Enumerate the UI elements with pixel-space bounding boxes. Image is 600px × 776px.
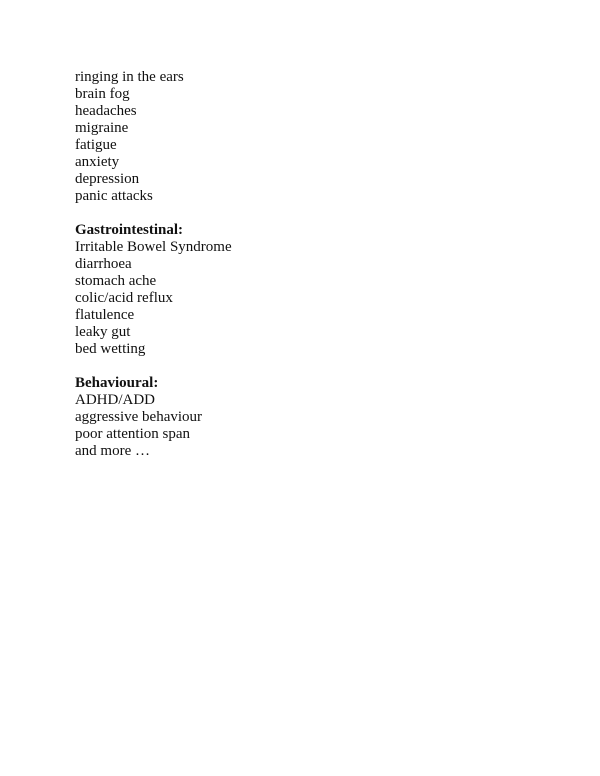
symptom-list-neurological [75,69,535,205]
list-item: depression [75,171,140,187]
list-item: diarrhoea [75,256,132,272]
section-heading: Behavioural: [75,375,159,391]
symptom-list-gastrointestinal [75,239,535,358]
list-item: bed wetting [75,341,146,357]
list-item: ringing in the ears [75,69,184,85]
list-item: migraine [75,120,129,136]
list-item: brain fog [75,86,130,102]
list-item: fatigue [75,137,117,153]
list-item: and more … [75,443,150,459]
list-item: Irritable Bowel Syndrome [75,239,232,255]
list-item: ADHD/ADD [75,392,155,408]
list-item: poor attention span [75,426,190,442]
list-item: anxiety [75,154,120,170]
list-item: aggressive behaviour [75,409,203,425]
list-item: panic attacks [75,188,153,204]
symptom-list-behavioural [75,392,535,460]
list-item: headaches [75,103,137,119]
section-behavioural [75,375,535,460]
list-item: leaky gut [75,324,131,340]
list-item: flatulence [75,307,135,323]
list-item: stomach ache [75,273,157,289]
section-gastrointestinal [75,222,535,358]
section-heading: Gastrointestinal: [75,222,184,238]
list-item: colic/acid reflux [75,290,173,306]
document-content [75,69,535,460]
